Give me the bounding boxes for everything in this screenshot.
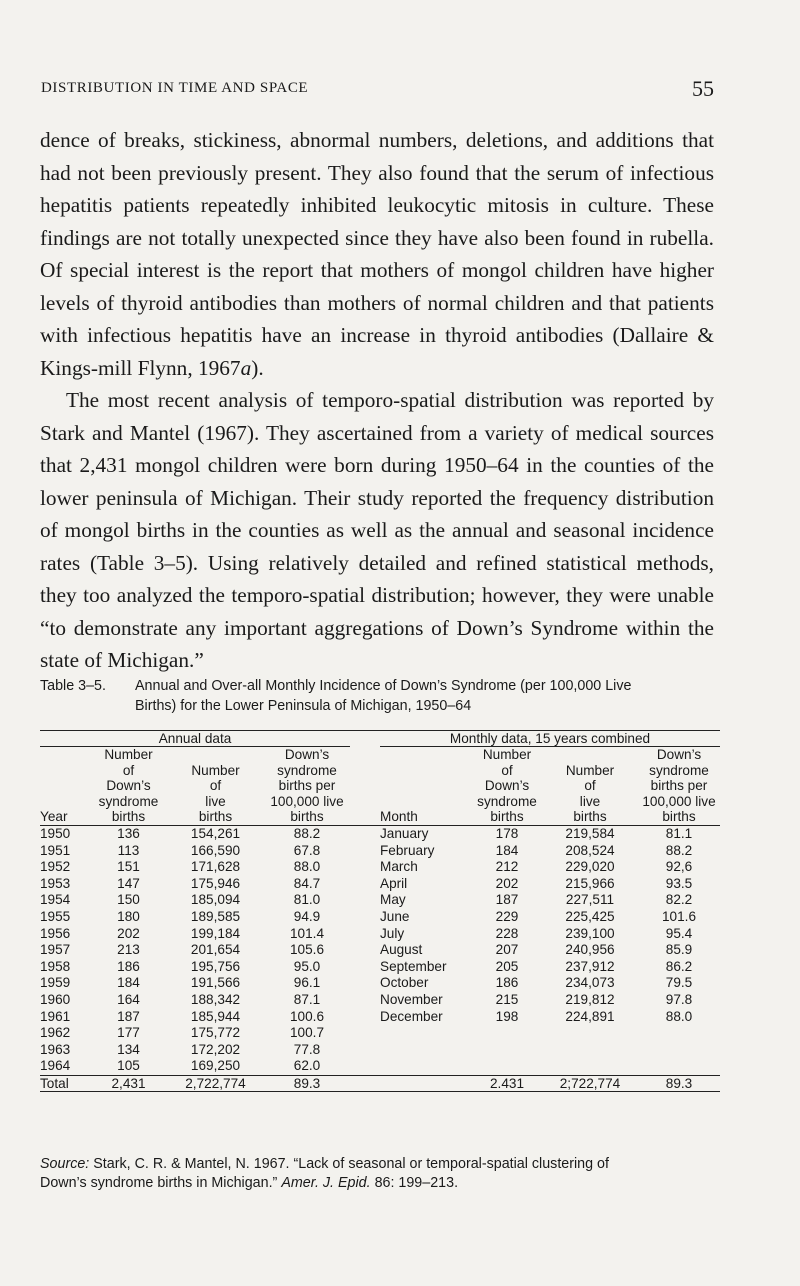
table-row bbox=[40, 1042, 720, 1059]
incidence-table bbox=[40, 730, 720, 1092]
annual-live-cell: 201,654 bbox=[190, 942, 241, 958]
col-annual-rate: Down’s syndrome births per 100,000 live births bbox=[264, 747, 350, 826]
total-row: Total 2,431 2,722,774 89.3 2.431 2;722,774 89.3 bbox=[40, 1075, 720, 1091]
table-body bbox=[40, 825, 720, 1075]
table-caption bbox=[40, 676, 720, 716]
monthly-live-cell: 224,891 bbox=[565, 1008, 615, 1024]
monthly-rate-cell: 95.4 bbox=[665, 925, 693, 941]
paragraph-2: The most recent analysis of temporo-spatial distribution was reported by Stark and Mantel (1967). They ascertained from a variety of medical sources that 2,431 mongol children were born during 1950–64 in the counties of the lower peninsula of Michigan. Their study reported the frequency distribution of mongol births in the counties as well as the annual and seasonal incidence rates (Table 3–5). Using relatively detailed and refined statistical methods, they too analyzed the temporo-spatial distribution; however, they were unable “to demonstrate any important aggregations of Down’s Syndrome within the state of Michigan.” bbox=[40, 388, 714, 672]
annual-downs-cell: 136 bbox=[117, 825, 140, 841]
monthly-live-cell: 227,511 bbox=[565, 892, 615, 908]
monthly-live-cell: 229,020 bbox=[565, 859, 615, 875]
annual-live-cell: 195,756 bbox=[190, 958, 241, 974]
table-row bbox=[40, 859, 720, 876]
annual-year-cell: 1962 bbox=[40, 1025, 71, 1041]
monthly-downs-cell: 202 bbox=[495, 875, 519, 891]
table-row bbox=[40, 1009, 720, 1026]
monthly-month-cell: October bbox=[380, 975, 429, 991]
column-headers bbox=[40, 747, 720, 826]
annual-live-cell: 188,342 bbox=[190, 991, 241, 1007]
annual-downs-cell: 147 bbox=[117, 875, 140, 891]
annual-live-cell: 154,261 bbox=[190, 825, 241, 841]
body-text bbox=[40, 124, 714, 677]
monthly-rate-cell: 85.9 bbox=[665, 942, 693, 958]
annual-live-cell: 169,250 bbox=[190, 1058, 241, 1074]
monthly-downs-cell: 215 bbox=[495, 991, 519, 1007]
col-year: Year bbox=[40, 747, 90, 826]
annual-live-cell: 175,946 bbox=[190, 875, 241, 891]
table-row bbox=[40, 926, 720, 943]
annual-downs-cell: 177 bbox=[117, 1025, 140, 1041]
annual-year-cell: 1964 bbox=[40, 1058, 71, 1074]
annual-rate-cell: 94.9 bbox=[293, 908, 321, 924]
monthly-downs-cell: 212 bbox=[495, 859, 519, 875]
annual-downs-cell: 113 bbox=[117, 842, 140, 858]
monthly-month-cell: January bbox=[380, 825, 429, 841]
monthly-downs-cell: 228 bbox=[495, 925, 519, 941]
col-annual-live-births: Number of live births bbox=[167, 747, 264, 826]
monthly-month-cell: June bbox=[380, 908, 410, 924]
annual-downs-cell: 134 bbox=[117, 1041, 140, 1057]
source-label: Source: bbox=[40, 1156, 90, 1172]
annual-rate-cell: 88.0 bbox=[293, 859, 321, 875]
caption-line-1: Annual and Over-all Monthly Incidence of Down’s Syndrome (per 100,000 Live bbox=[135, 678, 632, 694]
monthly-rate-cell: 86.2 bbox=[665, 958, 693, 974]
annual-rate-cell: 105.6 bbox=[289, 942, 325, 958]
annual-year-cell: 1961 bbox=[40, 1008, 71, 1024]
paragraph-1: dence of breaks, stickiness, abnormal numbers, deletions, and additions that had not been previously present. They also found that the serum of infectious hepatitis patients repeatedly inhibited leukocytic mitosis in culture. These findings are not totally unexpected since they have also been found in rubella. Of special interest is the report that mothers of mongol children have higher levels of thyroid antibodies than mothers of normal children and that patients with infectious hepatitis have an increase in thyroid antibodies (Dallaire & Kings-mill Flynn, 1967a). bbox=[40, 128, 714, 380]
annual-live-cell: 191,566 bbox=[190, 975, 241, 991]
monthly-live-cell: 234,073 bbox=[565, 975, 615, 991]
monthly-month-cell: July bbox=[380, 925, 405, 941]
annual-live-cell: 185,944 bbox=[190, 1008, 241, 1024]
annual-rate-cell: 88.2 bbox=[293, 825, 321, 841]
col-monthly-live-births: Number of live births bbox=[542, 747, 638, 826]
annual-rate-cell: 67.8 bbox=[293, 842, 321, 858]
monthly-downs-cell: 187 bbox=[495, 892, 519, 908]
table-row bbox=[40, 892, 720, 909]
monthly-live-cell: 215,966 bbox=[565, 875, 615, 891]
annual-year-cell: 1956 bbox=[40, 925, 71, 941]
annual-rate-cell: 84.7 bbox=[293, 875, 321, 891]
monthly-live-cell: 239,100 bbox=[565, 925, 615, 941]
group-header-monthly: Monthly data, 15 years combined bbox=[380, 731, 720, 747]
annual-rate-cell: 100.6 bbox=[289, 1008, 325, 1024]
annual-year-cell: 1953 bbox=[40, 875, 71, 891]
monthly-live-cell: 240,956 bbox=[565, 942, 615, 958]
caption-line-2: Births) for the Lower Peninsula of Michigan, 1950–64 bbox=[135, 698, 472, 714]
monthly-downs-cell: 178 bbox=[495, 825, 519, 841]
monthly-downs-cell: 207 bbox=[495, 942, 519, 958]
monthly-rate-cell: 88.0 bbox=[665, 1008, 693, 1024]
monthly-month-cell: May bbox=[380, 892, 406, 908]
monthly-live-cell: 219,812 bbox=[565, 991, 615, 1007]
monthly-live-cell: 225,425 bbox=[565, 908, 615, 924]
annual-rate-cell: 77.8 bbox=[293, 1041, 321, 1057]
table-source-note: Source: Stark, C. R. & Mantel, N. 1967. “Lack of seasonal or temporal-spatial clustering of Down’s syndrome births in Michigan.” Amer. J. Epid. 86: 199–213. bbox=[40, 1156, 609, 1191]
annual-downs-cell: 202 bbox=[117, 925, 140, 941]
annual-rate-cell: 96.1 bbox=[293, 975, 321, 991]
col-annual-downs-births: Number of Down’s syndrome births bbox=[90, 747, 167, 826]
table-row bbox=[40, 992, 720, 1009]
annual-downs-cell: 180 bbox=[117, 908, 140, 924]
monthly-downs-cell: 229 bbox=[495, 908, 519, 924]
group-header-annual: Annual data bbox=[40, 731, 350, 747]
col-monthly-rate: Down’s syndrome births per 100,000 live births bbox=[638, 747, 720, 826]
annual-rate-cell: 81.0 bbox=[293, 892, 321, 908]
annual-rate-cell: 95.0 bbox=[293, 958, 321, 974]
monthly-rate-cell: 81.1 bbox=[665, 825, 693, 841]
annual-year-cell: 1957 bbox=[40, 942, 71, 958]
annual-downs-cell: 164 bbox=[117, 991, 140, 1007]
annual-rate-cell: 87.1 bbox=[293, 991, 321, 1007]
table-row bbox=[40, 975, 720, 992]
table-row bbox=[40, 1058, 720, 1075]
page-header bbox=[41, 78, 714, 104]
annual-live-cell: 171,628 bbox=[190, 859, 241, 875]
table-row bbox=[40, 959, 720, 976]
monthly-rate-cell: 82.2 bbox=[665, 892, 693, 908]
monthly-live-cell: 237,912 bbox=[565, 958, 615, 974]
annual-year-cell: 1950 bbox=[40, 825, 71, 841]
monthly-month-cell: February bbox=[380, 842, 435, 858]
annual-year-cell: 1951 bbox=[40, 842, 71, 858]
table-row bbox=[40, 909, 720, 926]
annual-downs-cell: 186 bbox=[117, 958, 140, 974]
table-row bbox=[40, 876, 720, 893]
monthly-month-cell: September bbox=[380, 958, 447, 974]
annual-live-cell: 172,202 bbox=[190, 1041, 241, 1057]
annual-year-cell: 1958 bbox=[40, 958, 71, 974]
annual-downs-cell: 151 bbox=[117, 859, 140, 875]
annual-downs-cell: 184 bbox=[117, 975, 140, 991]
monthly-month-cell: August bbox=[380, 942, 423, 958]
annual-downs-cell: 213 bbox=[117, 942, 140, 958]
annual-live-cell: 199,184 bbox=[190, 925, 241, 941]
monthly-downs-cell: 205 bbox=[495, 958, 519, 974]
monthly-month-cell: December bbox=[380, 1008, 443, 1024]
monthly-month-cell: March bbox=[380, 859, 418, 875]
annual-downs-cell: 187 bbox=[117, 1008, 140, 1024]
annual-live-cell: 175,772 bbox=[190, 1025, 241, 1041]
annual-rate-cell: 101.4 bbox=[289, 925, 325, 941]
monthly-rate-cell: 79.5 bbox=[665, 975, 693, 991]
annual-live-cell: 166,590 bbox=[190, 842, 241, 858]
annual-downs-cell: 150 bbox=[117, 892, 140, 908]
annual-year-cell: 1960 bbox=[40, 991, 71, 1007]
page-number: 55 bbox=[692, 76, 714, 101]
monthly-downs-cell: 186 bbox=[495, 975, 519, 991]
monthly-downs-cell: 184 bbox=[495, 842, 519, 858]
table-row bbox=[40, 825, 720, 842]
table-row bbox=[40, 843, 720, 860]
annual-rate-cell: 62.0 bbox=[293, 1058, 321, 1074]
annual-year-cell: 1952 bbox=[40, 859, 71, 875]
monthly-month-cell: November bbox=[380, 991, 443, 1007]
monthly-downs-cell: 198 bbox=[495, 1008, 519, 1024]
annual-year-cell: 1963 bbox=[40, 1041, 71, 1057]
monthly-rate-cell: 88.2 bbox=[665, 842, 693, 858]
running-head: DISTRIBUTION IN TIME AND SPACE bbox=[41, 80, 309, 96]
monthly-rate-cell: 92,6 bbox=[665, 859, 693, 875]
col-monthly-downs-births: Number of Down’s syndrome births bbox=[472, 747, 542, 826]
monthly-month-cell: April bbox=[380, 875, 408, 891]
annual-year-cell: 1954 bbox=[40, 892, 71, 908]
col-month: Month bbox=[380, 747, 472, 826]
monthly-rate-cell: 101.6 bbox=[661, 908, 697, 924]
annual-rate-cell: 100.7 bbox=[289, 1025, 325, 1041]
table-label: Table 3–5. bbox=[40, 678, 106, 694]
annual-downs-cell: 105 bbox=[117, 1058, 140, 1074]
monthly-rate-cell: 97.8 bbox=[665, 991, 693, 1007]
annual-year-cell: 1955 bbox=[40, 908, 71, 924]
annual-live-cell: 185,094 bbox=[190, 892, 241, 908]
table-row bbox=[40, 942, 720, 959]
monthly-live-cell: 219,584 bbox=[565, 825, 615, 841]
monthly-rate-cell: 93.5 bbox=[665, 875, 693, 891]
annual-live-cell: 189,585 bbox=[190, 908, 241, 924]
annual-year-cell: 1959 bbox=[40, 975, 71, 991]
monthly-live-cell: 208,524 bbox=[565, 842, 615, 858]
table-row bbox=[40, 1025, 720, 1042]
